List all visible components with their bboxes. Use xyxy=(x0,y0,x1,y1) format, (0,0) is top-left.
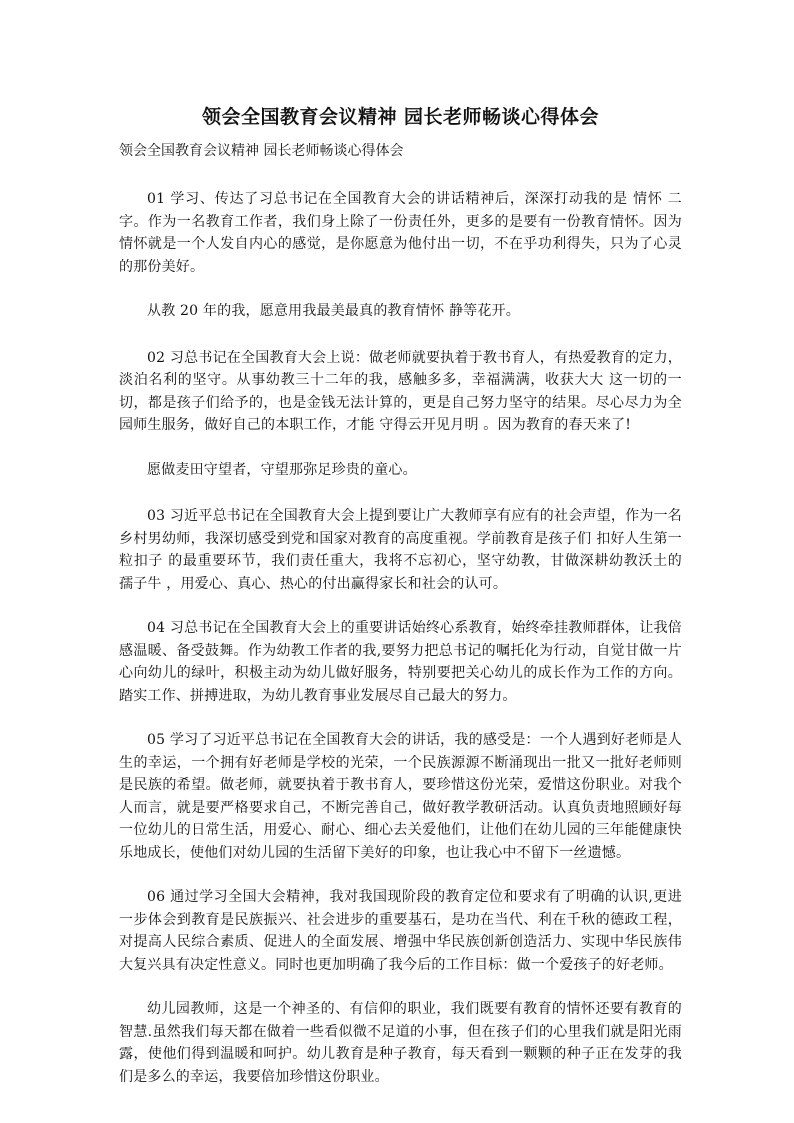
document-title: 领会全国教育会议精神 园长老师畅谈心得体会 xyxy=(201,106,600,128)
paragraph-wheatfield: 愿做麦田守望者，守望那弥足珍贵的童心。 xyxy=(147,461,417,478)
paragraph-teaching-years: 从教 20 年的我，愿意用我最美最真的教育情怀 静等花开。 xyxy=(147,303,520,319)
paragraph-06: 06 通过学习全国大会精神，我对我国现阶段的教育定位和要求有了明确的认识,更进一步体会到教育是民族振兴、社会进步的重要基石，是功在当代、利在千秋的德政工程，对提高人民综合素质、促进人的全面发展、增强中华民族创新创造活力、实现中华民族伟大复兴具有决定性意义。同时也更加明确了我今后的工作目标：做一个爱孩子的好老师。 xyxy=(119,889,682,973)
paragraph-closing: 幼儿园教师，这是一个神圣的、有信仰的职业，我们既要有教育的情怀还要有教育的智慧.虽然我们每天都在做着一些看似微不足道的小事，但在孩子们的心里我们就是阳光雨露，使他们得到温暖和呵护。幼儿教育是种子教育，每天看到一颗颗的种子正在发芽的我们是多么的幸运，我要倍加珍惜这份职业。 xyxy=(119,1001,682,1085)
paragraph-05: 05 学习了习近平总书记在全国教育大会的讲话，我的感受是：一个人遇到好老师是人生的幸运，一个拥有好老师是学校的光荣，一个民族源源不断涌现出一批又一批好老师则是民族的希望。做老师，就要执着于教书育人，要珍惜这份光荣，爱惜这份职业。对我个人而言，就是要严格要求自己，不断完善自己，做好教学教研活动。认真负责地照顾好每一位幼儿的日常生活，用爱心、耐心、细心去关爱他们，让他们在幼儿园的三年能健康快乐地成长，使他们对幼儿园的生活留下美好的印象，也让我心中不留下一丝遗憾。 xyxy=(119,732,682,861)
document-subtitle: 领会全国教育会议精神 园长老师畅谈心得体会 xyxy=(119,143,404,159)
paragraph-02: 02 习总书记在全国教育大会上说：做老师就要执着于教书育人，有热爱教育的定力，淡泊名利的坚守。从事幼教三十二年的我，感触多多，幸福满满，收获大大 这一切的一切，都是孩子们给予的，也是金钱无法计算的，更是自己努力坚守的结果。尽心尽力为全园师生服务，做好自己的本职工作，才能 守得云开见月明 。因为教育的春天来了! xyxy=(119,349,682,433)
paragraph-04: 04 习总书记在全国教育大会上的重要讲话始终心系教育，始终牵挂教师群体，让我倍感温暖、备受鼓舞。作为幼教工作者的我,要努力把总书记的嘱托化为行动，自觉甘做一片心向幼儿的绿叶，积极主动为幼儿做好服务，特别要把关心幼儿的成长作为工作的方向。踏实工作、拼搏进取，为幼儿教育事业发展尽自己最大的努力。 xyxy=(119,620,682,704)
paragraph-03: 03 习近平总书记在全国教育大会上提到要让广大教师享有应有的社会声望，作为一名乡村男幼师，我深切感受到党和国家对教育的高度重视。学前教育是孩子们 扣好人生第一粒扣子 的最重要环节，我们责任重大，我将不忘初心，坚守幼教，甘做深耕幼教沃土的 孺子牛 ，用爱心、真心、热心的付出赢得家长和社会的认可。 xyxy=(119,508,682,592)
paragraph-01: 01 学习、传达了习总书记在全国教育大会的讲话精神后，深深打动我的是 情怀 二字。作为一名教育工作者，我们身上除了一份责任外，更多的是要有一份教育情怀。因为情怀就是一个人发自内心的感觉，是你愿意为他付出一切，不在乎功利得失，只为了心灵的那份美好。 xyxy=(119,191,682,275)
